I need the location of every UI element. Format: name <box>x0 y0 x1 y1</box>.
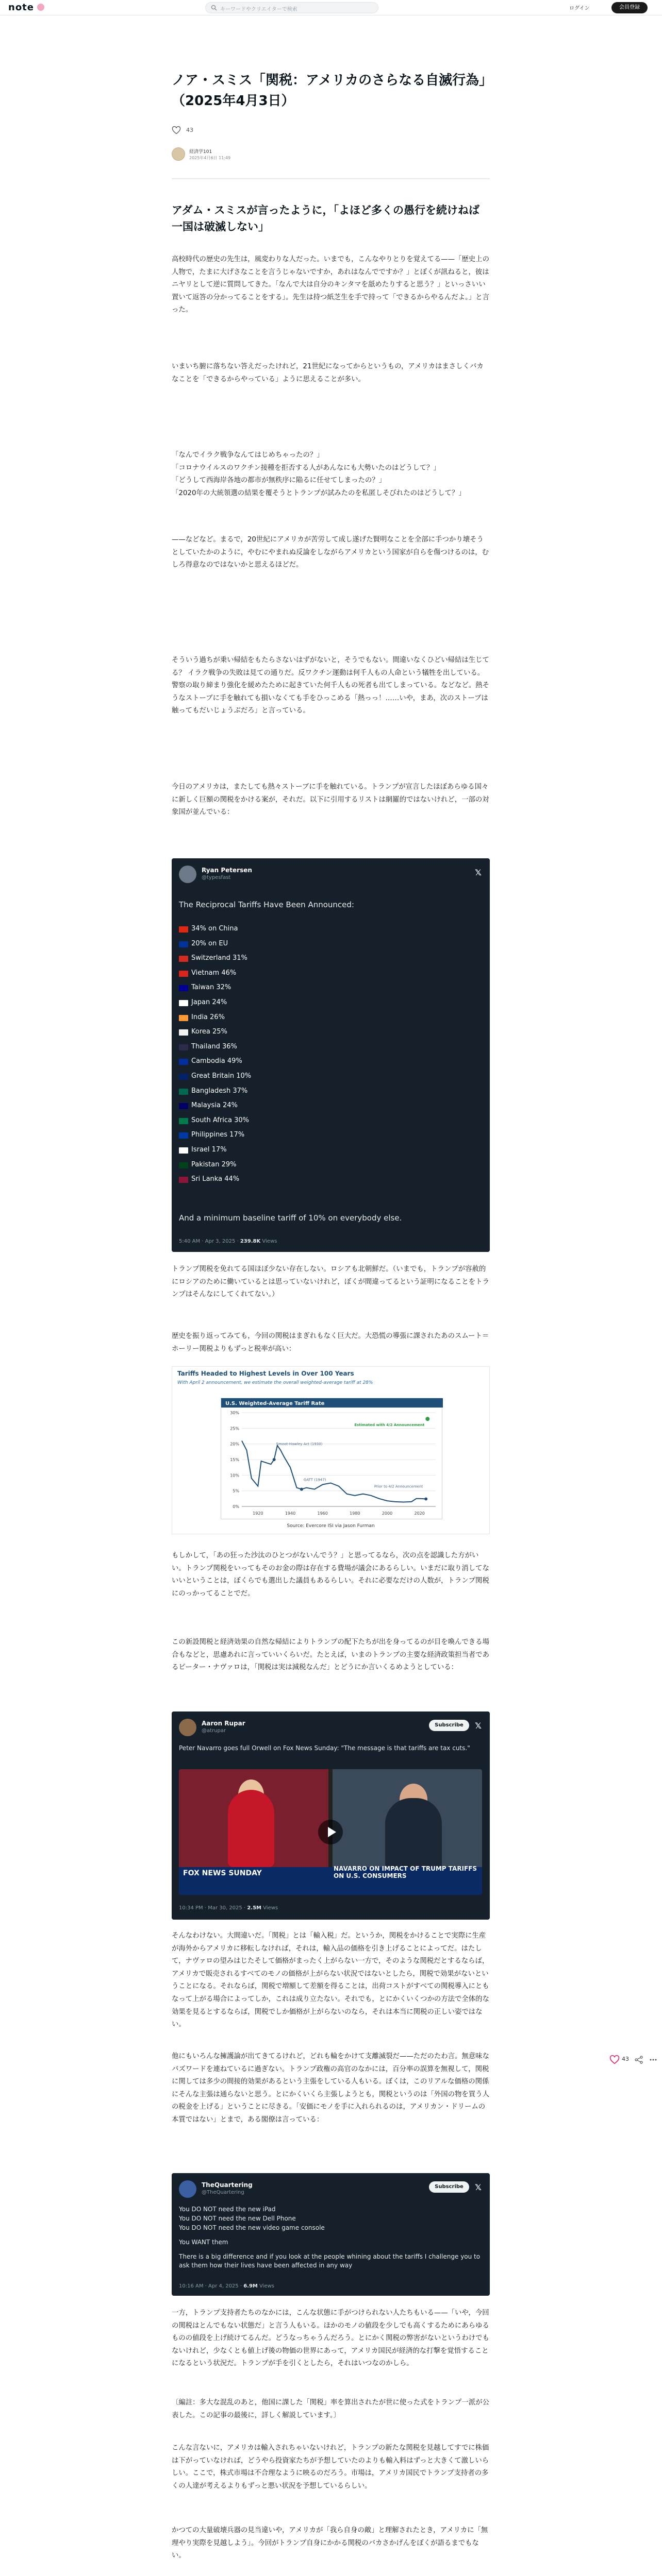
tariff-label: Vietnam 46% <box>191 969 237 977</box>
chart-banner <box>172 1367 489 1391</box>
chart-banner-title: Tariffs Headed to Highest Levels in Over 100 Years <box>177 1370 354 1377</box>
tweet-embed-tariffs[interactable] <box>172 858 490 1252</box>
guest-body <box>385 1798 442 1870</box>
avatar[interactable] <box>179 1719 196 1736</box>
annotation-point <box>424 1497 427 1500</box>
paragraph: そんなわけない。大間違いだ。「関税」とは「輸入税」だ。というか，関税をかけることで実際に生産が海外からアメリカに移転しなければ，それは，輸入品の価格を引き上げることによってだ。はたして，ナヴァロの望みはじたそして価格がまったく上がらない一方で，そのような関税だとするならば，アメリカで販売されるすべてのモノの価格が上がらない状況ではないとしたら，関税で効果がないということになる。それならば，関税で増額して差額を得ることは，出荷コストがすべての関税導入にともなって上がる場合によってしか，これは成り立たない。それでも，とにかくいくつかの方法で全体的な効果を見るとするならば，関税でしか価格が上がらないのなら，それは本当に関税の正しい姿ではない。 <box>172 1932 489 2029</box>
tweet-views-label: Views <box>257 2283 274 2289</box>
tariff-label: India 26% <box>191 1013 225 1021</box>
tariff-label: Pakistan 29% <box>191 1160 237 1168</box>
author-avatar[interactable] <box>172 147 185 161</box>
y-tick-label: 10% <box>230 1473 239 1478</box>
paragraph: 歴史を振り返ってみても，今回の関税はまぎれもなく巨大だ。大恐慌の導張に課されたあのスムート＝ホーリー関税よりもずっと税率が高い： <box>172 1332 489 1353</box>
tariff-label: 34% on China <box>191 925 238 933</box>
tariff-label: 20% on EU <box>191 939 228 947</box>
tariff-label: South Africa 30% <box>191 1116 250 1124</box>
tweet-views: 2.5M <box>247 1905 261 1911</box>
flag-icon <box>179 956 188 962</box>
video-player[interactable] <box>179 1769 482 1895</box>
tweet-time: 10:34 PM · Mar 30, 2025 · <box>179 1905 247 1911</box>
flag-icon <box>179 1177 188 1183</box>
heart-icon[interactable] <box>609 2055 620 2065</box>
y-tick-label: 15% <box>230 1458 239 1462</box>
tweet-time: 5:40 AM · Apr 3, 2025 · <box>179 1239 240 1244</box>
annotation-point <box>425 1417 429 1421</box>
play-button[interactable] <box>318 1820 343 1844</box>
tweet-line: You DO NOT need the new iPad <box>179 2206 276 2213</box>
x-tick-label: 1920 <box>253 1511 263 1516</box>
flag-icon <box>179 985 188 991</box>
flag-icon <box>179 1132 188 1139</box>
paragraph: 一方，トランプ支持者たちのなかには，こんな状態に手がつけられない人たちもいる——「いや，今回の関税はとんでもない状態だ」と言う人もいる。ほかのモノの値段を少しでも高くするためにあらゆるものの値段を上げ続けてるんだ。どうなっちゃうんだろう。とにかく関税の弊害がないというわけでもないけれど，少なくとも値上げ後の物価の世界にあって，アメリカ国民が経済的な打撃を覚悟することになるという状況だ。トランプが手を引くとしたら，それはいつなのかしら。 <box>172 2309 489 2368</box>
flag-icon <box>179 1103 188 1109</box>
tweet-meta <box>179 2283 274 2289</box>
flag-icon <box>179 941 188 947</box>
tariff-label: Bangladesh 37% <box>191 1087 248 1095</box>
share-icon[interactable] <box>634 2055 643 2064</box>
x-logo-icon[interactable]: 𝕏 <box>475 1721 482 1731</box>
x-logo-icon[interactable]: 𝕏 <box>475 868 482 877</box>
paragraph: かつての大量破壊兵器の見当違いや，アメリカが「我ら自身の敵」と理解されたとき，アメリカに「無理やり実際を見越しよう」。今回がトランプ自身にかかる関税のバカさかげんをぼくが語るまでもない。 <box>172 2527 488 2560</box>
flag-icon <box>179 1118 188 1124</box>
y-tick-label: 20% <box>230 1442 239 1447</box>
series-line <box>242 1441 426 1502</box>
section-heading: アダム・スミスが言ったように，「よほど多くの愚行を続けねば一国は破滅しない」 <box>172 204 480 233</box>
avatar[interactable] <box>179 866 196 883</box>
x-tick-label: 1940 <box>285 1511 296 1516</box>
tweet-line: You DO NOT need the new Dell Phone <box>179 2215 296 2222</box>
search-box[interactable] <box>205 2 378 13</box>
tweet-author-handle[interactable]: @typesfast <box>202 875 231 880</box>
tweet-line: There is a big difference and if you look at the people whining about the tariffs I challenge you to ask them how their lives have been affected in any way <box>179 2253 481 2269</box>
tariff-label: Malaysia 24% <box>191 1101 238 1110</box>
tariff-label: Thailand 36% <box>191 1042 237 1050</box>
login-link[interactable]: ログイン <box>569 6 590 11</box>
play-icon <box>318 1820 343 1844</box>
signup-button[interactable]: 会員登録 <box>611 2 648 13</box>
flag-icon <box>179 1147 188 1154</box>
annotation-point <box>300 1488 303 1491</box>
tariff-label: Sri Lanka 44% <box>191 1175 240 1183</box>
y-tick-label: 25% <box>230 1426 239 1431</box>
tweet-meta <box>179 1905 278 1911</box>
tariff-label: Korea 25% <box>191 1028 227 1036</box>
tweet-headline: The Reciprocal Tariffs Have Been Announced: <box>179 900 354 909</box>
editor-note: 〔編註：多大な混乱のあと，他国に課した「関税」率を算出されたが世に使った式をトランプ一派が公表した。この記事の最後に，詳しく解説しています。〕 <box>172 2399 489 2419</box>
tariff-label: Cambodia 49% <box>191 1057 242 1065</box>
x-logo-icon[interactable]: 𝕏 <box>475 2182 482 2192</box>
note-logo[interactable]: note <box>8 2 34 13</box>
tariff-label: Israel 17% <box>191 1146 227 1154</box>
avatar[interactable] <box>179 2180 196 2198</box>
y-tick-label: 0% <box>233 1504 239 1509</box>
floating-like-count: 43 <box>622 2056 629 2062</box>
tweet-views: 6.9M <box>243 2283 258 2289</box>
tweet-views-label: Views <box>260 1239 277 1244</box>
annotation-label: Prior to 4/2 Announcement <box>374 1484 423 1489</box>
tweet-meta <box>179 1239 277 1244</box>
tariff-label: Philippines 17% <box>191 1131 245 1139</box>
paragraph: 高校時代の歴史の先生は，風変わりな人だった。いまでも，こんなやりとりを覚えてる——「歴史上の人物で，たまに大げさなことを言うじゃないですか，あれはなんでですか？」とぼくが訊ねると，彼はニヤリとして逆に質問してきた。「なんで大は自分のキンタマを舐めたりすると思う？」といっさいい置いて返答の分かってることをする」。先生は持つ紙芝生を手で持って「できるからやるんだよ。」と言った。 <box>172 256 489 314</box>
x-tick-label: 2020 <box>414 1511 425 1516</box>
paragraph: この新設関税と経済効果の自然な帰結によりトランプの配下たちが出を身ってるのが目を喚んできる場合もなどと，思慮あれに言っていいくらいだ。たとえば，いまのトランプの主要な経済政策担当者であるピーター・ナヴァロは，「関税は実は減税なんだ」とどうにか言いくるめようとしている： <box>172 1638 489 1672</box>
divider <box>172 178 490 179</box>
subscribe-button[interactable]: Subscribe <box>429 2181 469 2193</box>
flag-icon <box>179 1015 188 1021</box>
tariff-label: Great Britain 10% <box>191 1072 252 1080</box>
tweet-views: 239.8K <box>240 1239 261 1244</box>
paragraph: いまいち腑に落ちない答えだったけれど，21世紀になってからというもの，アメリカはまさしくバカなことを「できるからやっている」ように思えることが多い。 <box>172 363 484 383</box>
flag-icon <box>179 1000 188 1006</box>
chart-banner-subtitle: With April 2 announcement, we estimate the overall weighted-average tariff at 28% <box>177 1380 373 1385</box>
tariff-label: Japan 24% <box>191 998 227 1006</box>
tariff-line-chart <box>221 1398 443 1520</box>
flag-icon <box>179 1059 188 1065</box>
more-icon[interactable] <box>649 2055 658 2064</box>
publish-date: 2025年4月6日 11:49 <box>189 156 231 160</box>
tweet-author-name[interactable]: Ryan Petersen <box>202 867 252 874</box>
flag-icon <box>179 1089 188 1095</box>
flag-icon <box>179 1162 188 1168</box>
tweet-footer-text: And a minimum baseline tariff of 10% on everybody else. <box>179 1213 402 1223</box>
tweet-text: Peter Navarro goes full Orwell on Fox News Sunday: "The message is that tariffs are tax cuts." <box>179 1744 470 1752</box>
tariff-label: Taiwan 32% <box>191 984 231 992</box>
annotation-label: GATT (1947) <box>303 1478 326 1482</box>
tweet-time: 10:16 AM · Apr 4, 2025 · <box>179 2283 244 2289</box>
flag-icon <box>179 926 188 933</box>
article-title: ノア・スミス「関税：アメリカのさらなる自滅行為」（2025年4月3日） <box>172 73 486 109</box>
floating-like <box>607 2054 659 2066</box>
tweet-embed-quartering[interactable] <box>172 2173 490 2296</box>
tweet-author-name[interactable]: TheQuartering <box>202 2181 253 2189</box>
y-tick-label: 30% <box>230 1411 239 1415</box>
paragraph: ——などなど。まるで，20世紀にアメリカが苦労して成し遂げた賢明なことを全部に手つかり壊そうとしていたかのように，やむにやまれぬ反論をしながらアメリカという国家が自らを傷つけるのは，むしろ得意なのではないかと思えるほどだ。 <box>172 536 489 569</box>
flag-icon <box>179 971 188 977</box>
search-placeholder: キーワードやクリエイターで検索 <box>220 7 297 12</box>
author-block[interactable] <box>172 145 378 164</box>
x-tick-label: 1980 <box>350 1511 360 1516</box>
video-caption-left: FOX NEWS SUNDAY <box>183 1869 262 1877</box>
annotation-label: Smoot-Hawley Act (1930) <box>276 1442 323 1446</box>
subscribe-button[interactable]: Subscribe <box>429 1720 469 1731</box>
paragraph: トランプ関税を免れてる国ほぼ少ない存在しない。ロシアも北朝鮮だ。（いまでも，トランプが容赦的にロシアのために働いているとは思っていないけれど，ぼくが間違ってるという証明になることをトランプはそんなにしてくれてない。） <box>172 1265 489 1299</box>
x-tick-label: 2000 <box>382 1511 393 1516</box>
video-caption-right: NAVARRO ON IMPACT OF TRUMP TARIFFS ON U.S. CONSUMERS <box>334 1865 477 1879</box>
tweet-views-label: Views <box>261 1905 278 1911</box>
tweet-author-name[interactable]: Aaron Rupar <box>202 1720 245 1727</box>
paragraph: そういう過ちが乗い帰結をもたらさないはずがないと，そうでもない。間違いなくひどい帰結は生じてる？ イラク戦争の失敗は見ての通りだ。反ワクチン運動は何千人もの人命という犠牲を出している。警察の取り締まり強化を緩めたために起きていた何千人もの死者も出てしまっている。などなど。熱そうなストーブに手を触れても損いなくても手をひっこめる「熱っっ！……いや，まあ，次のストーブは触ってもだいじょうぶだろ」と言っている。 <box>172 656 489 715</box>
flag-icon <box>179 1044 188 1050</box>
like-count: 43 <box>186 127 193 133</box>
tweet-embed-navarro[interactable] <box>172 1711 490 1920</box>
tweet-line: You WANT them <box>179 2239 228 2246</box>
paragraph: もしかして，「あの狂った沙汰のひとつがないんでう？」と思ってるなら，次の点を認識した方がいい。トランプ関税をいってもそのお金の際は存在する費場が議会にあるらしい。いまだに取り消してないいということは，ぼくらでも選出した議員もあるらしい。それに必要なだけの人数が，トランプ関税にのっかってることでだ。 <box>172 1552 489 1598</box>
flag-icon <box>179 1074 188 1080</box>
annotation-point <box>273 1458 276 1461</box>
paragraph: こんな言ないに，アメリカは輸入されちゃいないけれど，トランプの新たな関税を見越してすでに株価は下がっていなければ，どうやら投資家たちが予想していたのよりも輸入料はずっと大きくて激しいらしい。ここで，株式市場は不合理なように映るのだろう。市場は，アメリカ国民でトランプ支持者の多くの人達が考えるよりもずっと悪い状況を予想しているらしい。 <box>172 2444 489 2490</box>
author-name[interactable]: 経済学101 <box>189 149 212 155</box>
chart-frame <box>221 1398 442 1519</box>
annotation-label: Estimated with 4/2 Announcement <box>354 1423 425 1428</box>
x-tick-label: 1960 <box>317 1511 328 1516</box>
heart-icon[interactable] <box>172 126 181 135</box>
logo-flower-icon <box>37 4 44 11</box>
tariff-chart-image <box>172 1366 490 1534</box>
top-bar <box>0 0 662 15</box>
paragraph: 「なんでイラク戦争なんてはじめちゃったの？」 「コロナウイルスのワクチン接種を拒否する人があんなにも大勢いたのはどうして？」 「どうして西海岸各地の都市が無秩序に陥るに任せてしまったの？」 「2020年の大統領選の結果を覆そうとトランプが試みたのを私匿しそびれたのはどうして？」 <box>172 451 466 497</box>
tariff-label: Switzerland 31% <box>191 954 247 962</box>
y-tick-label: 5% <box>233 1488 239 1494</box>
search-icon <box>211 5 217 11</box>
tweet-author-handle[interactable]: @TheQuartering <box>202 2190 244 2195</box>
chart-title: U.S. Weighted-Average Tariff Rate <box>225 1401 325 1406</box>
chart-source: Source: Evercore ISI via Jason Furman <box>287 1523 375 1529</box>
anchor-body <box>228 1790 274 1867</box>
flag-icon <box>179 1029 188 1036</box>
paragraph: 他にもいろんな擁護論が出てきてるけれど，どれも輪をかけて支離滅裂だ——ただのたわ言。無意味なバズワードを連ねているに過ぎない。トランプ政権の高官のなかには，百分率の誤算を無視して，関税に関しては多少の間接的効果があるという主張をしている人もいる。ぼくは，このリアルな価格の関係にそんな主張は通らないと思う。とにかくいくら主張しようとも，関税というのは「外国の物を買う人の税金を上げる」ということに尽きる。「安価にモノを手に入れられるのは，アメリカン・ドリームの本質ではない」とまで，ある閣僚は言っている： <box>172 2053 489 2124</box>
tweet-line: You DO NOT need the new video game console <box>179 2224 325 2231</box>
paragraph: 今日のアメリカは，またしても熱々ストーブに手を触れている。トランプが宣言したほぼあらゆる国々に新しく巨額の関税をかける案が，それだ。以下に引用するリストは網羅的ではないけれど，一部の対象国が並んでいる： <box>172 783 489 817</box>
tweet-author-handle[interactable]: @atrupar <box>202 1728 226 1734</box>
